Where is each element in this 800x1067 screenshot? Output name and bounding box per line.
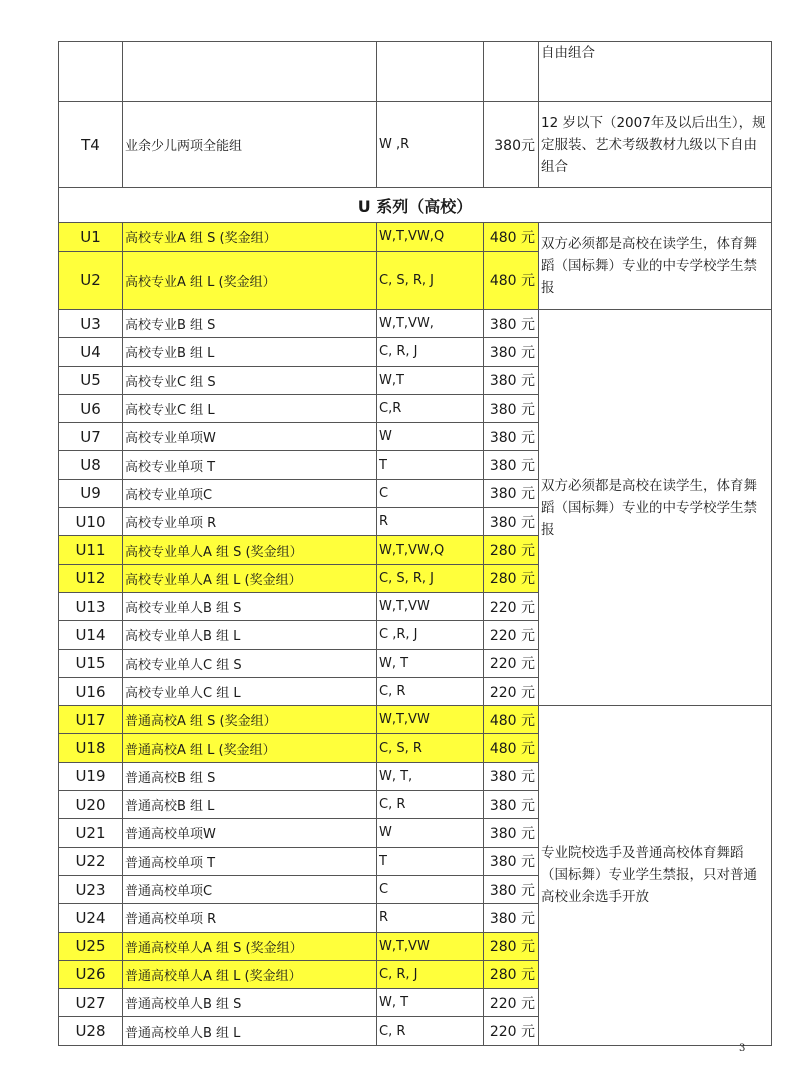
event-name: 普通高校单人B 组 L (123, 1017, 377, 1045)
event-code: T4 (59, 102, 123, 188)
event-dances: C, S, R, J (377, 564, 484, 592)
event-code: U21 (59, 819, 123, 847)
event-code: U22 (59, 847, 123, 875)
event-note: 12 岁以下（2007年及以后出生），规定服装、艺术考级教材九级以下自由组合 (539, 102, 772, 188)
event-dances: R (377, 508, 484, 536)
event-code: U28 (59, 1017, 123, 1045)
event-name: 普通高校单人B 组 S (123, 989, 377, 1017)
event-dances: W (377, 423, 484, 451)
table-row (59, 42, 772, 102)
event-note: 专业院校选手及普通高校体育舞蹈（国标舞）专业学生禁报，只对普通高校业余选手开放 (539, 706, 772, 1046)
section-header-row (59, 188, 772, 223)
event-code: U14 (59, 621, 123, 649)
event-code: U12 (59, 564, 123, 592)
event-price: 380 元 (484, 451, 539, 479)
event-name: 高校专业单人B 组 S (123, 592, 377, 620)
event-dances: C, R (377, 791, 484, 819)
event-price: 380 元 (484, 791, 539, 819)
event-price: 480 元 (484, 706, 539, 734)
event-code: U11 (59, 536, 123, 564)
event-dances: W,T,VW,Q (377, 536, 484, 564)
event-dances: W, T (377, 649, 484, 677)
event-price: 280 元 (484, 932, 539, 960)
event-code: U24 (59, 904, 123, 932)
event-price: 380 元 (484, 394, 539, 422)
event-dances: W, T, (377, 762, 484, 790)
event-price: 480 元 (484, 251, 539, 309)
event-code: U9 (59, 479, 123, 507)
event-name (123, 42, 377, 102)
event-code: U23 (59, 875, 123, 903)
event-price: 380 元 (484, 762, 539, 790)
event-code: U5 (59, 366, 123, 394)
event-price: 480 元 (484, 223, 539, 252)
event-name: 普通高校单项W (123, 819, 377, 847)
event-price: 220 元 (484, 592, 539, 620)
event-name: 普通高校B 组 S (123, 762, 377, 790)
event-code: U20 (59, 791, 123, 819)
table-row (59, 310, 772, 338)
event-note: 自由组合 (539, 42, 772, 102)
event-code: U15 (59, 649, 123, 677)
event-name: 高校专业A 组 S (奖金组） (123, 223, 377, 252)
event-price: 220 元 (484, 649, 539, 677)
event-price: 380 元 (484, 423, 539, 451)
event-dances: W,T,VW, (377, 310, 484, 338)
event-note: 双方必须都是高校在读学生，体育舞蹈（国标舞）专业的中专学校学生禁报 (539, 310, 772, 706)
event-dances: C, R (377, 677, 484, 705)
event-dances: W ,R (377, 102, 484, 188)
event-name: 普通高校单项 R (123, 904, 377, 932)
event-name: 高校专业B 组 L (123, 338, 377, 366)
event-dances: R (377, 904, 484, 932)
event-name: 普通高校B 组 L (123, 791, 377, 819)
event-code: U19 (59, 762, 123, 790)
event-dances: W,T,VW (377, 706, 484, 734)
event-dances: W,T,VW (377, 592, 484, 620)
event-code: U8 (59, 451, 123, 479)
event-dances: W (377, 819, 484, 847)
event-name: 高校专业C 组 L (123, 394, 377, 422)
event-dances: W,T,VW,Q (377, 223, 484, 252)
event-price: 220 元 (484, 1017, 539, 1045)
table-row (59, 102, 772, 188)
event-code: U3 (59, 310, 123, 338)
page-number: 3 (739, 1043, 746, 1054)
table-row (59, 223, 772, 252)
event-dances: C (377, 479, 484, 507)
event-code: U17 (59, 706, 123, 734)
event-name: 高校专业单人A 组 L (奖金组） (123, 564, 377, 592)
event-price: 380 元 (484, 904, 539, 932)
event-name: 高校专业单人B 组 L (123, 621, 377, 649)
event-price: 220 元 (484, 621, 539, 649)
event-code: U7 (59, 423, 123, 451)
event-price: 380 元 (484, 875, 539, 903)
event-name: 普通高校单人A 组 L (奖金组） (123, 960, 377, 988)
event-name: 普通高校A 组 S (奖金组） (123, 706, 377, 734)
event-price: 380 元 (484, 847, 539, 875)
event-name: 普通高校A 组 L (奖金组） (123, 734, 377, 762)
event-dances: T (377, 451, 484, 479)
event-price: 380元 (484, 102, 539, 188)
event-price: 380 元 (484, 508, 539, 536)
event-price: 380 元 (484, 338, 539, 366)
event-price: 380 元 (484, 366, 539, 394)
event-price (484, 42, 539, 102)
event-dances: C, R, J (377, 960, 484, 988)
event-note: 双方必须都是高校在读学生，体育舞蹈（国标舞）专业的中专学校学生禁报 (539, 223, 772, 310)
competition-table (58, 41, 772, 1046)
event-price: 280 元 (484, 536, 539, 564)
event-code: U26 (59, 960, 123, 988)
event-dances: C, R (377, 1017, 484, 1045)
event-code: U1 (59, 223, 123, 252)
event-price: 220 元 (484, 989, 539, 1017)
event-dances: C ,R, J (377, 621, 484, 649)
event-code: U10 (59, 508, 123, 536)
event-name: 高校专业单人C 组 S (123, 649, 377, 677)
event-code: U4 (59, 338, 123, 366)
event-price: 380 元 (484, 310, 539, 338)
event-price: 380 元 (484, 819, 539, 847)
event-name: 高校专业单项 T (123, 451, 377, 479)
event-dances: C,R (377, 394, 484, 422)
event-price: 380 元 (484, 479, 539, 507)
event-dances (377, 42, 484, 102)
event-name: 普通高校单项 T (123, 847, 377, 875)
event-code: U16 (59, 677, 123, 705)
event-price: 280 元 (484, 564, 539, 592)
event-code: U27 (59, 989, 123, 1017)
event-dances: W,T (377, 366, 484, 394)
event-name: 普通高校单项C (123, 875, 377, 903)
event-price: 280 元 (484, 960, 539, 988)
event-name: 高校专业单人C 组 L (123, 677, 377, 705)
event-name: 高校专业C 组 S (123, 366, 377, 394)
event-dances: W,T,VW (377, 932, 484, 960)
event-code (59, 42, 123, 102)
event-dances: C, S, R (377, 734, 484, 762)
event-dances: C (377, 875, 484, 903)
event-code: U25 (59, 932, 123, 960)
event-name: 高校专业A 组 L (奖金组） (123, 251, 377, 309)
event-name: 高校专业单人A 组 S (奖金组） (123, 536, 377, 564)
event-code: U18 (59, 734, 123, 762)
event-price: 480 元 (484, 734, 539, 762)
event-dances: T (377, 847, 484, 875)
event-price: 220 元 (484, 677, 539, 705)
event-code: U6 (59, 394, 123, 422)
event-name: 高校专业B 组 S (123, 310, 377, 338)
event-name: 普通高校单人A 组 S (奖金组） (123, 932, 377, 960)
event-dances: C, R, J (377, 338, 484, 366)
event-name: 高校专业单项C (123, 479, 377, 507)
table-row (59, 706, 772, 734)
event-name: 高校专业单项 R (123, 508, 377, 536)
event-dances: W, T (377, 989, 484, 1017)
event-code: U13 (59, 592, 123, 620)
event-name: 高校专业单项W (123, 423, 377, 451)
event-name: 业余少儿两项全能组 (123, 102, 377, 188)
event-dances: C, S, R, J (377, 251, 484, 309)
event-code: U2 (59, 251, 123, 309)
section-title: U 系列（高校） (59, 188, 772, 223)
